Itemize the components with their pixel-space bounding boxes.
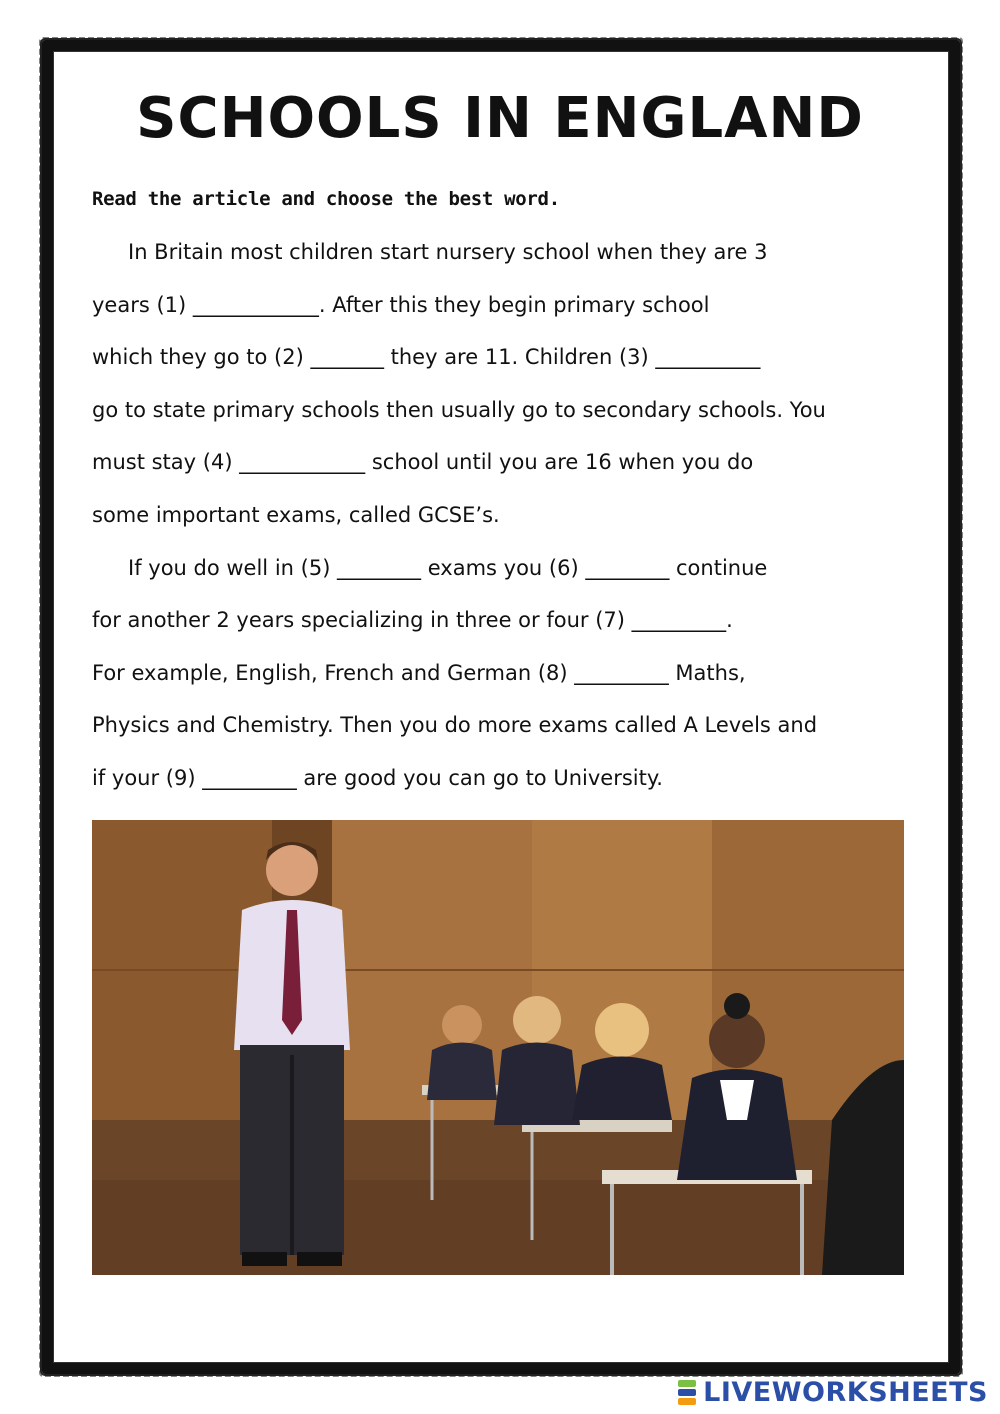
article-line-11: if your (9) _________ are good you can go to University. bbox=[92, 765, 663, 790]
article-line-10: Physics and Chemistry. Then you do more exams called A Levels and bbox=[92, 713, 818, 738]
article-line-3: which they go to (2) _______ they are 11. Children (3) __________ bbox=[92, 345, 761, 370]
article-line-5: must stay (4) ____________ school until you are 16 when you do bbox=[92, 450, 754, 475]
worksheet-title: SCHOOLS IN ENGLAND bbox=[136, 86, 864, 151]
article-line-7: If you do well in (5) ________ exams you (6) ________ continue bbox=[128, 555, 768, 580]
article-line-1: In Britain most children start nursery school when they are 3 bbox=[128, 240, 768, 264]
classroom-exam-photo bbox=[92, 820, 904, 1275]
floor-shadow bbox=[92, 1180, 904, 1275]
article-text bbox=[92, 226, 912, 805]
liveworksheets-mark-icon bbox=[675, 1379, 699, 1407]
instruction-text: Read the article and choose the best word. bbox=[92, 188, 560, 210]
article-line-6: some important exams, called GCSE’s. bbox=[92, 502, 500, 527]
liveworksheets-brand-text: LIVEWORKSHEETS bbox=[703, 1377, 988, 1408]
article-line-8: for another 2 years specializing in three or four (7) _________. bbox=[92, 608, 733, 633]
article-line-4: go to state primary schools then usually go to secondary schools. You bbox=[92, 397, 826, 422]
photo-illustration bbox=[92, 820, 904, 1275]
article-line-9: For example, English, French and German (8) _________ Maths, bbox=[92, 660, 746, 685]
article-line-2: years (1) ____________. After this they begin primary school bbox=[92, 292, 710, 317]
liveworksheets-logo bbox=[675, 1377, 988, 1408]
